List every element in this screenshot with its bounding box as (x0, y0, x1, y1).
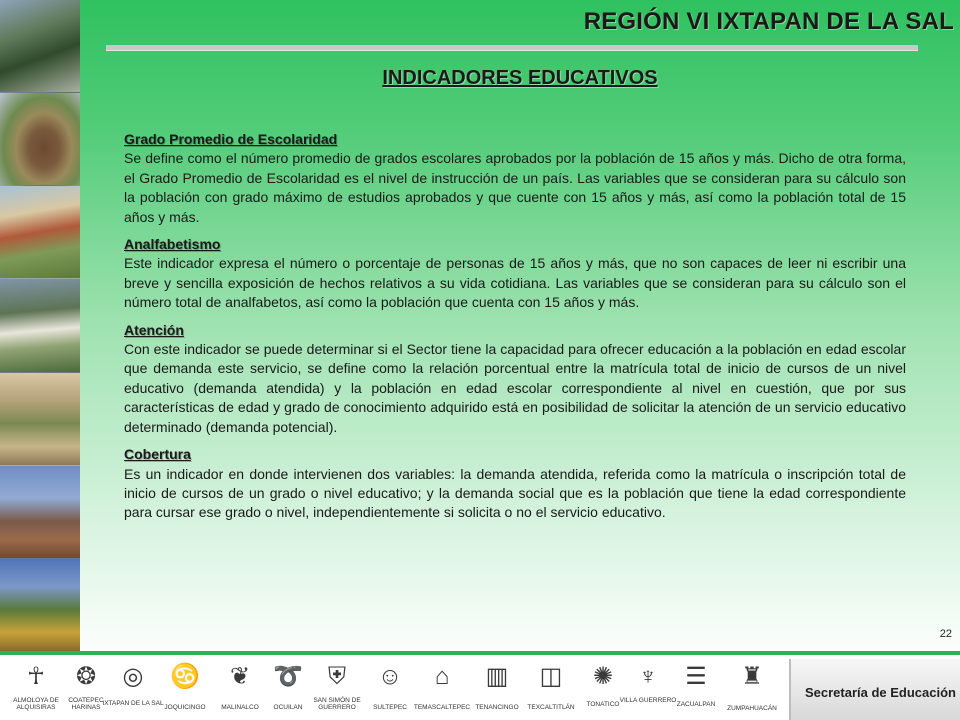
title-divider (106, 45, 918, 50)
municipality-tenancingo (471, 655, 523, 720)
municipality-label: OCUILAN (273, 704, 303, 711)
landscape-photo-rock (0, 93, 80, 186)
indicator-block-cobertura (124, 445, 906, 523)
photo-strip (0, 0, 80, 652)
municipality-label: ZUMPAHUACÁN (727, 705, 777, 712)
municipality-label: SULTEPEC (373, 704, 407, 711)
indicator-heading: Analfabetismo (124, 236, 221, 253)
landscape-photo-mountain (0, 559, 80, 652)
municipality-label: TEMASCALTEPEC (413, 704, 471, 711)
municipality-ixtapan (102, 655, 164, 720)
glyph-coil-icon: ➰ (273, 663, 303, 690)
indicator-heading: Cobertura (124, 446, 191, 463)
landscape-photo-field (0, 373, 80, 466)
indicator-body: Se define como el número promedio de grados escolares aprobados por la población de 15 años y más. Dicho de otra forma, el Grado Promedio de Escolaridad es el nivel de instrucción de un país. Las variables que se consideran para su cálculo son la población con grado máximo de estudios aprobados y que cuente con 15 años y más, así como la población total de 15 años y más. (124, 150, 906, 225)
municipality-label: MALINALCO (221, 704, 259, 711)
municipality-zumpahuacan (726, 655, 778, 720)
municipality-label: TEXCALTITLÁN (527, 704, 575, 711)
municipality-label: TONATICO (586, 701, 620, 708)
indicator-body: Este indicador expresa el número o porcentaje de personas de 15 años y más, que no son capaces de leer ni escribir una breve y sencilla exposición de hechos relativos a su vida cotidiana. Las variables que se consideran para su cálculo son el número total de analfabetos, así como la población que cuenta con 15 años y más. (124, 255, 906, 311)
glyph-temple-icon: ♜ (741, 663, 763, 690)
glyph-shield-icon: ⛨ (328, 663, 346, 690)
glyph-wall-icon: ▥ (485, 663, 509, 690)
indicator-body: Es un indicador en donde intervienen dos variables: la demanda atendida, referida como la matrícula o inscripción total de inicio de cursos de un grado o nivel educativo; y la demanda social que es la población que tiene la edad correspondiente para cursar ese grado o nivel, independientemente si solicita o no el servicio educativo. (124, 465, 906, 521)
municipality-label: JOQUICINGO (164, 704, 206, 711)
municipality-label: TENANCINGO (475, 704, 519, 711)
municipality-villa-guerrero (619, 655, 677, 720)
landscape-photo-village (0, 186, 80, 279)
municipality-label: ZACUALPAN (676, 701, 716, 708)
indicator-block-escolaridad (124, 130, 906, 227)
indicator-definitions (124, 130, 906, 531)
glyph-bird-icon: ♆ (639, 663, 657, 690)
indicator-block-analfabetismo (124, 235, 906, 313)
municipality-label: ALMOLOYA DE ALQUISIRAS (13, 697, 59, 711)
glyph-hand-icon: ♋ (170, 663, 200, 690)
indicator-body: Con este indicador se puede determinar si el Sector tiene la capacidad para ofrecer educación a la población en edad escolar que demanda este servicio, se define como la relación porcentual entre la matrícula total de inicio de cursos de un nivel educativo (demanda atendida) y la población en edad escolar correspondiente al nivel en cuestión, que por sus características de edad y grado de conocimiento adquirido está en posibilidad de solicitar la atención de un servicio educativo determinado (demanda potencial). (124, 341, 906, 435)
glyph-figure-icon: ☥ (27, 663, 45, 690)
secretaria-panel (789, 659, 960, 720)
glyph-face-icon: ☺ (377, 663, 403, 690)
glyph-house-icon: ⌂ (434, 663, 450, 690)
municipality-label: SAN SIMÓN DE GUERRERO (313, 697, 361, 711)
municipality-temascaltepec (413, 655, 471, 720)
municipality-joquicingo (159, 655, 211, 720)
glyph-spiral-icon: ◎ (122, 663, 144, 690)
region-title: REGIÓN VI IXTAPAN DE LA SAL (583, 8, 954, 35)
page-number: 22 (939, 628, 952, 640)
glyph-plant-icon: ❦ (229, 663, 251, 690)
municipality-label: IXTAPAN DE LA SAL (102, 700, 164, 707)
municipality-zacualpan (670, 655, 722, 720)
section-title: INDICADORES EDUCATIVOS (382, 67, 658, 89)
municipality-label: COATEPEC HARINAS (68, 697, 104, 711)
landscape-photo-building (0, 279, 80, 372)
glyph-pyramid-icon: ☰ (685, 663, 707, 690)
indicator-heading: Atención (124, 321, 184, 338)
glyph-serpent-icon: ❂ (75, 663, 97, 690)
landscape-photo-hills (0, 466, 80, 559)
indicator-block-atencion (124, 321, 906, 437)
municipality-sultepec (364, 655, 416, 720)
glyph-vessel-icon: ◫ (539, 663, 563, 690)
municipality-coatepec (60, 655, 112, 720)
secretaria-label: Secretaría de Educación (804, 685, 956, 700)
glyph-sun-icon: ✺ (592, 663, 614, 690)
municipality-label: VILLA GUERRERO (619, 697, 677, 704)
municipality-texcaltitlan (525, 655, 577, 720)
municipality-san-simon (311, 655, 363, 720)
indicator-heading: Grado Promedio de Escolaridad (124, 131, 338, 147)
